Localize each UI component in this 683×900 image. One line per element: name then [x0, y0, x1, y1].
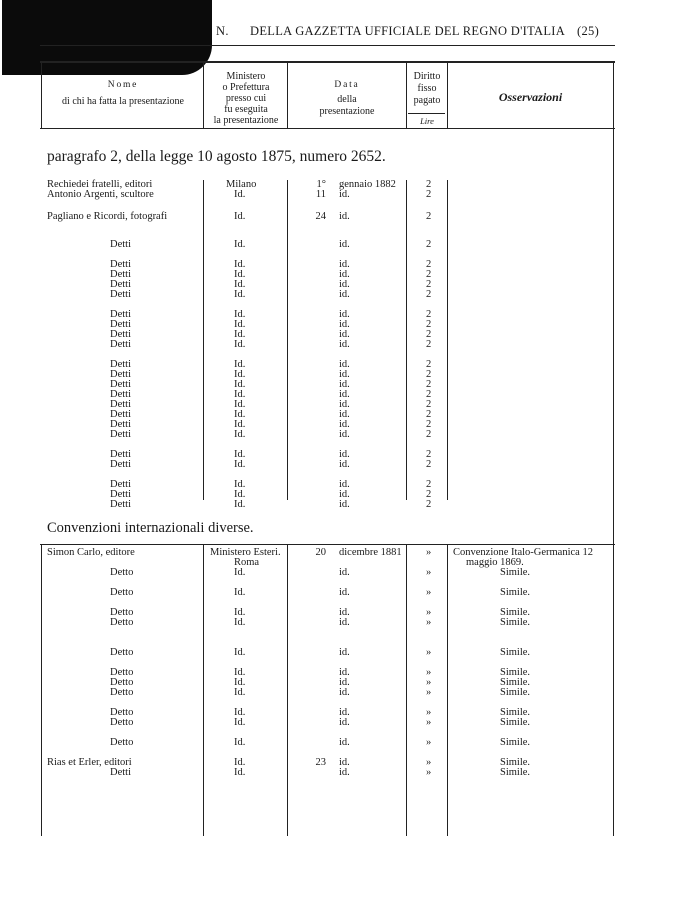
table-row — [0, 212, 683, 222]
row-prefettura: Id. — [234, 499, 246, 510]
row-prefettura: Id. — [234, 489, 246, 500]
row-name: Detti — [110, 409, 131, 420]
row-date: id. — [339, 567, 350, 578]
header-ministero-5: la presentazione — [213, 115, 279, 126]
row-day: 23 — [315, 757, 326, 768]
row-name: Detti — [110, 319, 131, 330]
row-name: Detto — [110, 617, 134, 628]
row-date: id. — [339, 617, 350, 628]
row-name: Detti — [110, 369, 131, 380]
row-date: id. — [339, 329, 350, 340]
row-diritto: 2 — [426, 339, 432, 350]
row-name: Detto — [110, 647, 134, 658]
row-diritto: 2 — [426, 459, 432, 470]
row-name: Detto — [110, 707, 134, 718]
row-name: Detto — [110, 677, 134, 688]
col-line-left — [41, 61, 42, 128]
row-osservazioni: Simile. — [500, 737, 531, 748]
row-date: dicembre 1881 — [339, 547, 402, 558]
header-ministero-2: o Prefettura — [222, 82, 270, 93]
row-prefettura: Id. — [234, 717, 246, 728]
row-diritto: 2 — [426, 309, 432, 320]
row-date: id. — [339, 667, 350, 678]
row-prefettura: Id. — [234, 279, 246, 290]
table-row — [0, 588, 683, 598]
row-osservazioni: Simile. — [500, 567, 531, 578]
table-row — [0, 648, 683, 658]
row-prefettura: Id. — [234, 309, 246, 320]
row-diritto: 2 — [426, 259, 432, 270]
row-prefettura: Roma — [234, 557, 260, 568]
row-date: id. — [339, 767, 350, 778]
row-name: Detti — [110, 479, 131, 490]
row-name: Detti — [110, 489, 131, 500]
row-prefettura: Id. — [234, 587, 246, 598]
row-prefettura: Id. — [234, 647, 246, 658]
row-date: id. — [339, 499, 350, 510]
col-line-1 — [203, 61, 204, 128]
header-data: Data — [334, 80, 360, 90]
row-name: Detti — [110, 399, 131, 410]
row-diritto: 2 — [426, 359, 432, 370]
section2-top-rule — [40, 544, 615, 545]
row-name: Detti — [110, 339, 131, 350]
row-prefettura: Id. — [234, 419, 246, 430]
row-date: id. — [339, 409, 350, 420]
row-prefettura: Id. — [234, 479, 246, 490]
row-name: Rechiedei fratelli, editori — [47, 179, 153, 190]
row-name: Detti — [110, 449, 131, 460]
row-diritto: » — [426, 587, 432, 598]
row-diritto: 2 — [426, 269, 432, 280]
row-name: Detti — [110, 359, 131, 370]
row-osservazioni: Simile. — [500, 687, 531, 698]
row-date: id. — [339, 319, 350, 330]
row-prefettura: Id. — [234, 339, 246, 350]
row-name: Detto — [110, 667, 134, 678]
row-diritto: » — [426, 767, 432, 778]
page-number: (25) — [577, 24, 600, 38]
row-date: id. — [339, 607, 350, 618]
row-osservazioni: Simile. — [500, 667, 531, 678]
lire-rule — [408, 113, 445, 114]
row-name: Rias et Erler, editori — [47, 757, 132, 768]
row-name: Detti — [110, 419, 131, 430]
row-date: id. — [339, 717, 350, 728]
section2-title: Convenzioni internazionali diverse. — [47, 520, 254, 536]
row-diritto: 2 — [426, 179, 432, 190]
row-diritto: 2 — [426, 399, 432, 410]
row-osservazioni: Simile. — [500, 707, 531, 718]
row-osservazioni: Simile. — [500, 677, 531, 688]
row-osservazioni: Simile. — [500, 757, 531, 768]
row-prefettura: Id. — [234, 409, 246, 420]
row-diritto: 2 — [426, 429, 432, 440]
row-date: id. — [339, 687, 350, 698]
header-rule — [40, 45, 615, 46]
row-diritto: 2 — [426, 189, 432, 200]
row-name: Detti — [110, 459, 131, 470]
row-date: id. — [339, 429, 350, 440]
row-diritto: » — [426, 717, 432, 728]
row-day: 24 — [315, 211, 326, 222]
header-title: DELLA GAZZETTA UFFICIALE DEL REGNO D'ITALIA — [250, 24, 566, 38]
section1-title: paragrafo 2, della legge 10 agosto 1875, numero 2652. — [47, 148, 386, 165]
row-diritto: » — [426, 617, 432, 628]
row-prefettura: Id. — [234, 389, 246, 400]
row-prefettura: Id. — [234, 449, 246, 460]
row-name: Detti — [110, 309, 131, 320]
header-diritto-2: fisso — [417, 83, 437, 94]
row-diritto: » — [426, 607, 432, 618]
row-name: Pagliano e Ricordi, fotografi — [47, 211, 168, 222]
row-date: id. — [339, 189, 350, 200]
table-row — [0, 738, 683, 748]
row-osservazioni: Simile. — [500, 647, 531, 658]
row-prefettura: Id. — [234, 707, 246, 718]
row-date: id. — [339, 359, 350, 370]
row-date: id. — [339, 647, 350, 658]
row-diritto: » — [426, 547, 432, 558]
row-name: Antonio Argenti, scultore — [47, 189, 154, 200]
row-name: Detto — [110, 687, 134, 698]
table-top-rule — [40, 61, 615, 63]
header-nome-sub: di chi ha fatta la presentazione — [62, 96, 184, 107]
row-name: Detti — [110, 239, 131, 250]
row-prefettura: Id. — [234, 289, 246, 300]
row-diritto: 2 — [426, 211, 432, 222]
row-name: Detti — [110, 429, 131, 440]
row-diritto: 2 — [426, 419, 432, 430]
row-date: id. — [339, 279, 350, 290]
header-ministero-4: fu eseguita — [224, 104, 268, 115]
row-prefettura: Id. — [234, 239, 246, 250]
row-prefettura: Id. — [234, 269, 246, 280]
row-date: id. — [339, 737, 350, 748]
row-diritto: » — [426, 737, 432, 748]
row-prefettura: Id. — [234, 211, 246, 222]
row-prefettura: Id. — [234, 369, 246, 380]
row-name: Detto — [110, 717, 134, 728]
row-name: Simon Carlo, editore — [47, 547, 135, 558]
row-name: Detto — [110, 737, 134, 748]
row-prefettura: Ministero Esteri. — [210, 547, 281, 558]
row-date: id. — [339, 309, 350, 320]
row-diritto: 2 — [426, 319, 432, 330]
ink-blot — [2, 0, 212, 75]
header-diritto-3: pagato — [413, 95, 441, 106]
table-row — [0, 290, 683, 300]
table-row — [0, 430, 683, 440]
row-date: id. — [339, 269, 350, 280]
row-name: Detti — [110, 259, 131, 270]
row-prefettura: Id. — [234, 379, 246, 390]
row-osservazioni: maggio 1869. — [466, 557, 524, 568]
row-prefettura: Id. — [234, 667, 246, 678]
row-date: id. — [339, 369, 350, 380]
row-diritto: 2 — [426, 329, 432, 340]
row-date: id. — [339, 389, 350, 400]
row-date: gennaio 1882 — [339, 179, 396, 190]
table-row — [0, 240, 683, 250]
row-prefettura: Id. — [234, 429, 246, 440]
row-prefettura: Id. — [234, 757, 246, 768]
row-diritto: » — [426, 567, 432, 578]
row-name: Detto — [110, 587, 134, 598]
row-diritto: 2 — [426, 289, 432, 300]
row-date: id. — [339, 757, 350, 768]
header-diritto-1: Diritto — [413, 71, 441, 82]
row-name: Detti — [110, 269, 131, 280]
row-day: 1° — [316, 179, 326, 190]
row-prefettura: Id. — [234, 767, 246, 778]
row-diritto: 2 — [426, 389, 432, 400]
row-prefettura: Id. — [234, 359, 246, 370]
row-prefettura: Id. — [234, 607, 246, 618]
row-date: id. — [339, 239, 350, 250]
row-osservazioni: Convenzione Italo-Germanica 12 — [453, 547, 593, 558]
row-diritto: » — [426, 677, 432, 688]
row-diritto: » — [426, 757, 432, 768]
row-prefettura: Id. — [234, 259, 246, 270]
row-date: id. — [339, 707, 350, 718]
header-osservazioni: Osservazioni — [498, 90, 563, 104]
row-osservazioni: Simile. — [500, 587, 531, 598]
row-name: Detti — [110, 379, 131, 390]
row-osservazioni: Simile. — [500, 717, 531, 728]
row-day: 20 — [315, 547, 326, 558]
header-nome: Nome — [107, 80, 139, 90]
row-prefettura: Id. — [234, 319, 246, 330]
table-header-bottom-rule — [40, 128, 615, 129]
col-line-4 — [447, 61, 448, 128]
row-date: id. — [339, 259, 350, 270]
row-date: id. — [339, 677, 350, 688]
row-name: Detti — [110, 289, 131, 300]
row-prefettura: Id. — [234, 399, 246, 410]
row-diritto: 2 — [426, 369, 432, 380]
row-date: id. — [339, 211, 350, 222]
row-diritto: 2 — [426, 449, 432, 460]
row-date: id. — [339, 489, 350, 500]
table-row — [0, 500, 683, 510]
row-osservazioni: Simile. — [500, 617, 531, 628]
col-line-3 — [406, 61, 407, 128]
row-date: id. — [339, 479, 350, 490]
row-name: Detto — [110, 607, 134, 618]
row-day: 11 — [315, 189, 326, 200]
row-name: Detti — [110, 499, 131, 510]
row-diritto: 2 — [426, 379, 432, 390]
row-prefettura: Id. — [234, 677, 246, 688]
header-ministero-1: Ministero — [226, 71, 266, 82]
row-date: id. — [339, 399, 350, 410]
row-date: id. — [339, 459, 350, 470]
row-date: id. — [339, 379, 350, 390]
row-name: Detti — [110, 329, 131, 340]
row-date: id. — [339, 289, 350, 300]
header-data-sub-2: presentazione — [319, 106, 375, 117]
table-row — [0, 718, 683, 728]
row-name: Detti — [110, 279, 131, 290]
row-name: Detti — [110, 389, 131, 400]
table-row — [0, 460, 683, 470]
row-prefettura: Id. — [234, 567, 246, 578]
row-date: id. — [339, 419, 350, 430]
table-row — [0, 768, 683, 778]
row-diritto: 2 — [426, 279, 432, 290]
row-name: Detti — [110, 767, 131, 778]
row-prefettura: Milano — [226, 179, 257, 190]
table-row — [0, 688, 683, 698]
row-diritto: » — [426, 707, 432, 718]
row-diritto: 2 — [426, 479, 432, 490]
row-diritto: 2 — [426, 489, 432, 500]
row-prefettura: Id. — [234, 459, 246, 470]
row-diritto: » — [426, 687, 432, 698]
table-row — [0, 340, 683, 350]
table-row — [0, 548, 683, 558]
header-ministero-3: presso cui — [225, 93, 267, 104]
table-row — [0, 568, 683, 578]
row-name: Detto — [110, 567, 134, 578]
header-lire: Lire — [420, 116, 434, 126]
row-osservazioni: Simile. — [500, 767, 531, 778]
table-row — [0, 190, 683, 200]
row-date: id. — [339, 339, 350, 350]
row-prefettura: Id. — [234, 189, 246, 200]
row-prefettura: Id. — [234, 329, 246, 340]
row-osservazioni: Simile. — [500, 607, 531, 618]
row-diritto: 2 — [426, 239, 432, 250]
table-row — [0, 618, 683, 628]
row-date: id. — [339, 587, 350, 598]
row-diritto: 2 — [426, 409, 432, 420]
row-diritto: 2 — [426, 499, 432, 510]
row-prefettura: Id. — [234, 687, 246, 698]
row-prefettura: Id. — [234, 617, 246, 628]
row-diritto: » — [426, 667, 432, 678]
row-prefettura: Id. — [234, 737, 246, 748]
row-diritto: » — [426, 647, 432, 658]
col-line-2 — [287, 61, 288, 128]
row-date: id. — [339, 449, 350, 460]
header-data-sub-1: della — [337, 94, 357, 105]
header-prefix: N. — [216, 24, 229, 38]
